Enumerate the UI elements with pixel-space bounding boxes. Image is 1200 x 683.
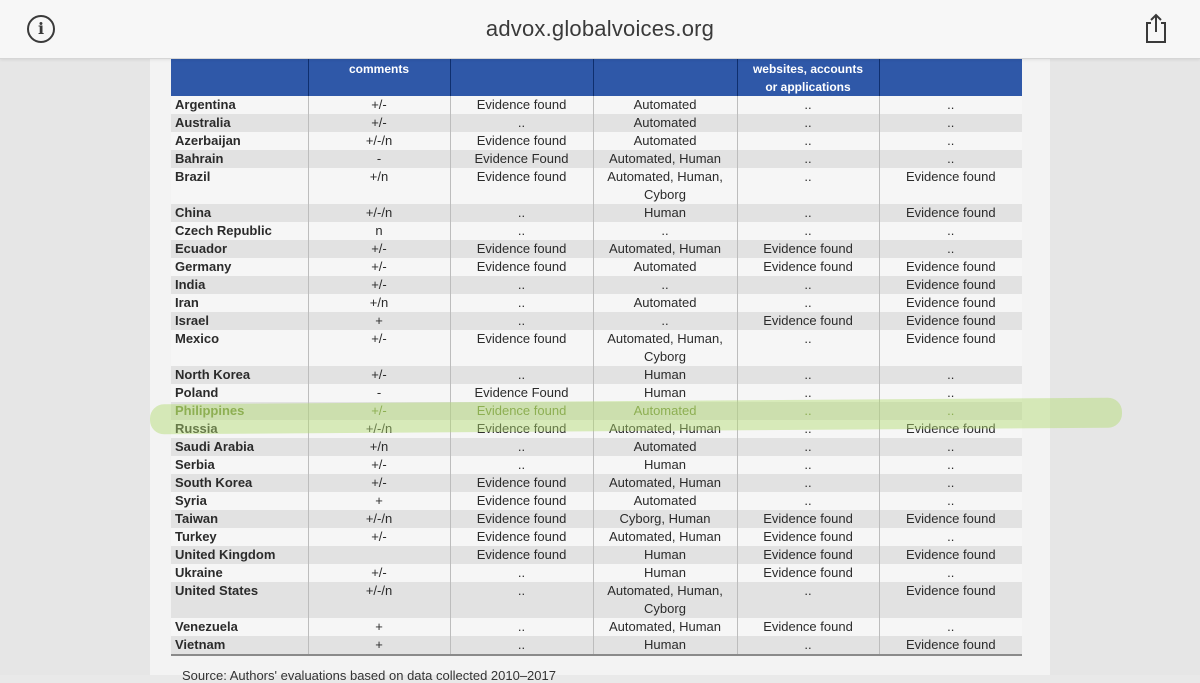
table-cell: .. <box>737 384 879 402</box>
table-row <box>171 474 1022 492</box>
table-cell: .. <box>737 582 879 618</box>
table-cell: .. <box>737 492 879 510</box>
table-cell: .. <box>879 222 1022 240</box>
table-cell: .. <box>450 582 593 618</box>
table-cell: Evidence found <box>450 132 593 150</box>
table-cell <box>308 546 450 564</box>
document-viewport[interactable] <box>0 58 1200 683</box>
table-cell: .. <box>737 474 879 492</box>
table-cell: .. <box>450 456 593 474</box>
country-cell: United States <box>171 582 308 618</box>
table-cell: Human <box>593 384 737 402</box>
table-cell: .. <box>737 276 879 294</box>
table-cell: .. <box>879 438 1022 456</box>
country-cell: Taiwan <box>171 510 308 528</box>
table-cell: Evidence found <box>879 258 1022 276</box>
country-cell: Argentina <box>171 96 308 114</box>
table-cell: Evidence found <box>879 204 1022 222</box>
country-cell: North Korea <box>171 366 308 384</box>
table-cell: +/- <box>308 96 450 114</box>
table-row <box>171 222 1022 240</box>
table-cell: Evidence found <box>450 420 593 438</box>
table-cell: Automated, Human <box>593 420 737 438</box>
table-cell: Evidence found <box>737 564 879 582</box>
info-icon[interactable]: i <box>27 15 55 43</box>
table-cell: Evidence found <box>450 402 593 420</box>
country-cell: Venezuela <box>171 618 308 636</box>
table-cell: Evidence found <box>879 276 1022 294</box>
table-cell: Evidence found <box>450 492 593 510</box>
table-cell: Automated <box>593 114 737 132</box>
table-cell: Human <box>593 204 737 222</box>
table-body <box>171 96 1022 655</box>
table-cell: .. <box>737 114 879 132</box>
table-cell: Evidence found <box>879 330 1022 366</box>
table-cell: .. <box>450 222 593 240</box>
table-cell: .. <box>450 294 593 312</box>
table-cell: .. <box>450 618 593 636</box>
table-cell: Automated, Human, Cyborg <box>593 330 737 366</box>
table-cell: .. <box>450 564 593 582</box>
table-cell: +/- <box>308 276 450 294</box>
table-cell: Evidence found <box>737 528 879 546</box>
table-row <box>171 636 1022 655</box>
table-cell: Automated <box>593 438 737 456</box>
table-cell: .. <box>450 276 593 294</box>
table-cell: Evidence found <box>879 510 1022 528</box>
table-cell: Evidence found <box>879 420 1022 438</box>
table-cell: Automated, Human, Cyborg <box>593 582 737 618</box>
country-cell: India <box>171 276 308 294</box>
table-cell: Evidence found <box>737 258 879 276</box>
table-row <box>171 276 1022 294</box>
country-cell: Israel <box>171 312 308 330</box>
table-cell: +/- <box>308 528 450 546</box>
table-cell: Automated <box>593 258 737 276</box>
table-row <box>171 132 1022 150</box>
table-cell: Automated <box>593 294 737 312</box>
table-cell: .. <box>879 132 1022 150</box>
table-cell: Human <box>593 636 737 655</box>
table-row <box>171 312 1022 330</box>
country-cell: Philippines <box>171 402 308 420</box>
country-cell: Bahrain <box>171 150 308 168</box>
table-cell: .. <box>737 636 879 655</box>
table-cell: Evidence found <box>450 546 593 564</box>
table-cell: Evidence found <box>737 546 879 564</box>
table-row <box>171 294 1022 312</box>
table-cell: .. <box>737 402 879 420</box>
table-cell: Evidence found <box>737 618 879 636</box>
table-row <box>171 330 1022 366</box>
table-row <box>171 258 1022 276</box>
table-cell: +/- <box>308 456 450 474</box>
table-cell: .. <box>737 204 879 222</box>
table-cell: +/- <box>308 330 450 366</box>
table-cell: Automated, Human <box>593 618 737 636</box>
table-cell: Automated, Human <box>593 528 737 546</box>
table-cell: .. <box>879 150 1022 168</box>
table-row <box>171 366 1022 384</box>
share-icon[interactable] <box>1142 12 1170 44</box>
table-cell: .. <box>450 114 593 132</box>
table-cell: .. <box>737 96 879 114</box>
table-cell: .. <box>737 150 879 168</box>
header-cell: websites, accounts or applications <box>737 58 879 96</box>
table-cell: +/- <box>308 402 450 420</box>
country-cell: Iran <box>171 294 308 312</box>
table-cell: - <box>308 384 450 402</box>
table-cell: .. <box>737 222 879 240</box>
table-cell: Evidence found <box>879 294 1022 312</box>
table-row <box>171 402 1022 420</box>
table-cell: .. <box>737 366 879 384</box>
country-cell: Germany <box>171 258 308 276</box>
header-cell <box>593 58 737 96</box>
source-note: Source: Authors' evaluations based on data collected 2010–2017 <box>182 668 556 683</box>
table-cell: .. <box>879 402 1022 420</box>
table-cell: .. <box>879 384 1022 402</box>
table-cell: .. <box>879 366 1022 384</box>
table-cell: .. <box>593 312 737 330</box>
table-cell: .. <box>450 636 593 655</box>
country-cell: Czech Republic <box>171 222 308 240</box>
table-row <box>171 438 1022 456</box>
country-cell: Turkey <box>171 528 308 546</box>
table-cell: +/- <box>308 366 450 384</box>
table-cell: Evidence found <box>450 474 593 492</box>
table-cell: Automated <box>593 402 737 420</box>
browser-toolbar <box>0 0 1200 59</box>
table-cell: +/-/n <box>308 420 450 438</box>
country-cell: Syria <box>171 492 308 510</box>
country-evidence-table <box>171 58 1022 656</box>
table-cell: Automated, Human <box>593 240 737 258</box>
table-cell: Automated <box>593 132 737 150</box>
country-cell: Azerbaijan <box>171 132 308 150</box>
table-cell: Automated <box>593 96 737 114</box>
address-bar-url[interactable]: advox.globalvoices.org <box>485 16 715 41</box>
table-cell: .. <box>737 420 879 438</box>
table-cell: Evidence found <box>450 258 593 276</box>
table-cell: Evidence found <box>450 330 593 366</box>
table-cell: +/-/n <box>308 132 450 150</box>
country-cell: Brazil <box>171 168 308 204</box>
table-cell: + <box>308 636 450 655</box>
table-row <box>171 564 1022 582</box>
table-cell: Evidence found <box>879 312 1022 330</box>
table-cell: .. <box>879 564 1022 582</box>
table-cell: .. <box>879 96 1022 114</box>
table-cell: n <box>308 222 450 240</box>
country-cell: Australia <box>171 114 308 132</box>
country-cell: Vietnam <box>171 636 308 655</box>
table-cell: .. <box>879 474 1022 492</box>
table-cell: Evidence found <box>737 240 879 258</box>
table-cell: Evidence found <box>879 636 1022 655</box>
table-row <box>171 618 1022 636</box>
country-cell: United Kingdom <box>171 546 308 564</box>
table-cell: .. <box>737 168 879 204</box>
table-cell: .. <box>450 312 593 330</box>
table-cell: Evidence found <box>879 546 1022 564</box>
table-row <box>171 96 1022 114</box>
table-row <box>171 150 1022 168</box>
table-cell: .. <box>879 240 1022 258</box>
table-cell: +/n <box>308 168 450 204</box>
country-cell: Russia <box>171 420 308 438</box>
header-cell <box>450 58 593 96</box>
table-cell: Automated, Human, Cyborg <box>593 168 737 204</box>
table-cell: +/- <box>308 474 450 492</box>
table-cell: .. <box>450 438 593 456</box>
table-cell: Evidence found <box>450 240 593 258</box>
header-cell: comments <box>308 58 450 96</box>
table-cell: Evidence found <box>737 510 879 528</box>
table-cell: +/n <box>308 294 450 312</box>
table-row <box>171 204 1022 222</box>
table-cell: +/-/n <box>308 204 450 222</box>
table-cell: Evidence found <box>737 312 879 330</box>
header-cell <box>879 58 1022 96</box>
table-cell: +/-/n <box>308 510 450 528</box>
table-cell: +/-/n <box>308 582 450 618</box>
table-cell: .. <box>879 456 1022 474</box>
table-cell: +/- <box>308 258 450 276</box>
table-row <box>171 168 1022 204</box>
table-row <box>171 546 1022 564</box>
country-cell: Poland <box>171 384 308 402</box>
country-cell: Ecuador <box>171 240 308 258</box>
table-header-row <box>171 58 1022 96</box>
table-cell: Automated, Human <box>593 150 737 168</box>
table-cell: .. <box>593 276 737 294</box>
table-row <box>171 114 1022 132</box>
table-cell: +/- <box>308 240 450 258</box>
table-cell: Evidence found <box>450 168 593 204</box>
table-cell: Evidence found <box>879 168 1022 204</box>
table-cell: .. <box>879 528 1022 546</box>
header-cell <box>171 58 308 96</box>
table-cell: .. <box>737 438 879 456</box>
table-cell: .. <box>879 618 1022 636</box>
table-row <box>171 420 1022 438</box>
table-cell: Evidence Found <box>450 150 593 168</box>
table-cell: .. <box>737 456 879 474</box>
table-cell: Evidence Found <box>450 384 593 402</box>
table-cell: + <box>308 618 450 636</box>
table-cell: - <box>308 150 450 168</box>
table-cell: .. <box>879 492 1022 510</box>
table-row <box>171 492 1022 510</box>
country-cell: Serbia <box>171 456 308 474</box>
table-cell: .. <box>879 114 1022 132</box>
table-cell: Human <box>593 546 737 564</box>
table-cell: +/- <box>308 564 450 582</box>
table-row <box>171 240 1022 258</box>
table-cell: Evidence found <box>879 582 1022 618</box>
table-cell: .. <box>450 366 593 384</box>
table-row <box>171 528 1022 546</box>
table-cell: + <box>308 492 450 510</box>
country-cell: China <box>171 204 308 222</box>
table-cell: .. <box>737 132 879 150</box>
country-cell: South Korea <box>171 474 308 492</box>
table-row <box>171 384 1022 402</box>
table-cell: + <box>308 312 450 330</box>
country-cell: Ukraine <box>171 564 308 582</box>
table-cell: Automated <box>593 492 737 510</box>
table-cell: Human <box>593 366 737 384</box>
table-cell: Automated, Human <box>593 474 737 492</box>
country-cell: Mexico <box>171 330 308 366</box>
table-cell: Cyborg, Human <box>593 510 737 528</box>
country-cell: Saudi Arabia <box>171 438 308 456</box>
table-cell: Human <box>593 456 737 474</box>
table-cell: .. <box>593 222 737 240</box>
table-cell: +/n <box>308 438 450 456</box>
table-cell: .. <box>737 294 879 312</box>
table-cell: .. <box>737 330 879 366</box>
table-row <box>171 582 1022 618</box>
table-cell: Evidence found <box>450 510 593 528</box>
table-row <box>171 510 1022 528</box>
table-cell: Evidence found <box>450 96 593 114</box>
table-cell: .. <box>450 204 593 222</box>
table-cell: Human <box>593 564 737 582</box>
table-row <box>171 456 1022 474</box>
table-cell: +/- <box>308 114 450 132</box>
table-cell: Evidence found <box>450 528 593 546</box>
